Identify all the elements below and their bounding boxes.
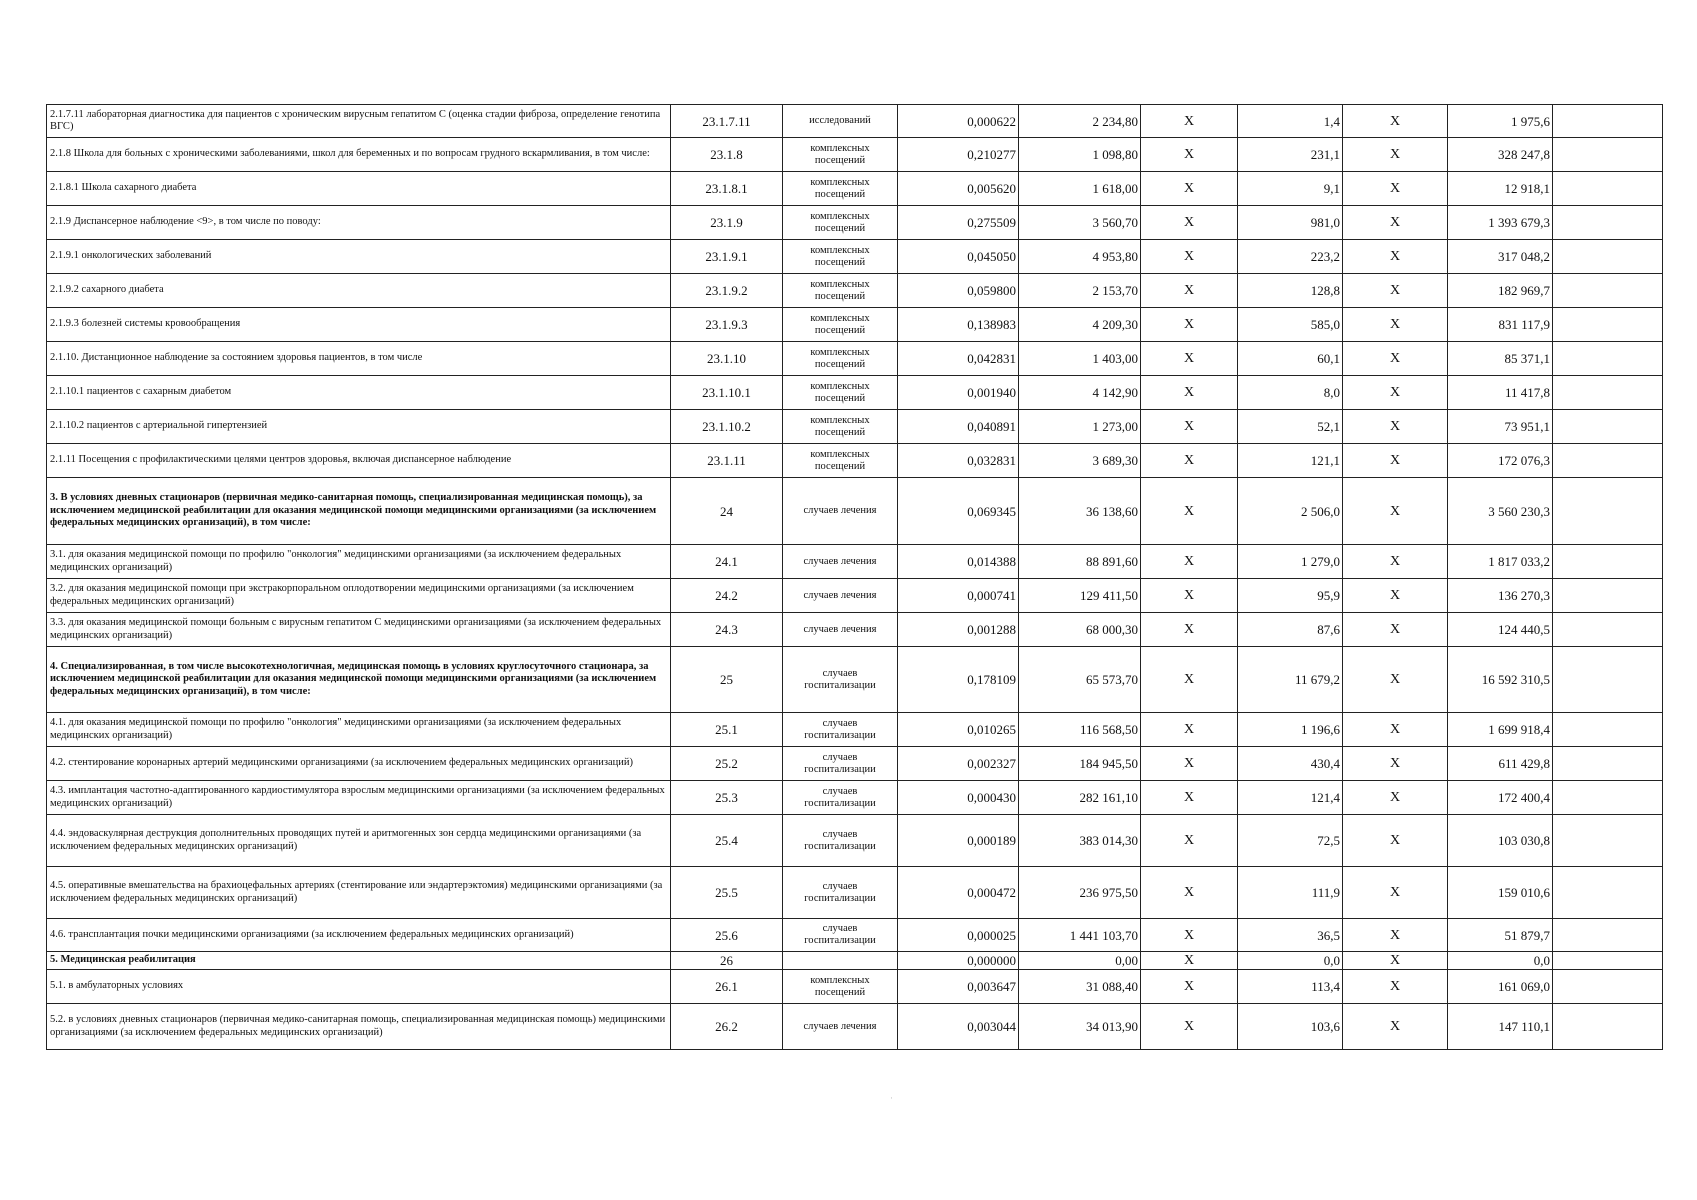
table-row bbox=[47, 444, 1663, 478]
row-unit-cell: случаев лечения bbox=[783, 579, 898, 613]
row-unit-cell: комплексных посещений bbox=[783, 342, 898, 376]
row-empty-cell bbox=[1553, 410, 1663, 444]
row-volume-cell: 121,4 bbox=[1238, 781, 1343, 815]
row-volume-cell: 1,4 bbox=[1238, 105, 1343, 138]
row-cost-cell: 129 411,50 bbox=[1019, 579, 1141, 613]
row-cost-cell: 383 014,30 bbox=[1019, 815, 1141, 867]
row-volume-cell: 95,9 bbox=[1238, 579, 1343, 613]
row-x-cell: Х bbox=[1141, 376, 1238, 410]
row-x-cell: Х bbox=[1343, 410, 1448, 444]
row-code-cell: 26.1 bbox=[671, 970, 783, 1004]
row-name-cell: 3.2. для оказания медицинской помощи при экстракорпоральном оплодотворении медицинскими организациями (за исключением федеральных медицинских организаций) bbox=[47, 579, 671, 613]
row-volume-cell: 223,2 bbox=[1238, 240, 1343, 274]
row-cost-cell: 3 560,70 bbox=[1019, 206, 1141, 240]
row-empty-cell bbox=[1553, 138, 1663, 172]
row-rate-cell: 0,045050 bbox=[898, 240, 1019, 274]
row-rate-cell: 0,042831 bbox=[898, 342, 1019, 376]
table-row bbox=[47, 815, 1663, 867]
row-volume-cell: 9,1 bbox=[1238, 172, 1343, 206]
row-rate-cell: 0,014388 bbox=[898, 545, 1019, 579]
row-cost-cell: 68 000,30 bbox=[1019, 613, 1141, 647]
row-code-cell: 23.1.9.3 bbox=[671, 308, 783, 342]
row-x-cell: Х bbox=[1343, 579, 1448, 613]
row-name-cell: 2.1.8 Школа для больных с хроническими заболеваниями, школ для беременных и по вопросам грудного вскармливания, в том числе: bbox=[47, 138, 671, 172]
row-total-cell: 161 069,0 bbox=[1448, 970, 1553, 1004]
row-empty-cell bbox=[1553, 970, 1663, 1004]
row-cost-cell: 1 273,00 bbox=[1019, 410, 1141, 444]
row-total-cell: 51 879,7 bbox=[1448, 919, 1553, 952]
row-x-cell: Х bbox=[1141, 952, 1238, 970]
row-total-cell: 328 247,8 bbox=[1448, 138, 1553, 172]
table-row bbox=[47, 138, 1663, 172]
row-x-cell: Х bbox=[1141, 138, 1238, 172]
row-cost-cell: 1 618,00 bbox=[1019, 172, 1141, 206]
row-x-cell: Х bbox=[1343, 274, 1448, 308]
row-unit-cell: случаев госпитализации bbox=[783, 919, 898, 952]
row-unit-cell: комплексных посещений bbox=[783, 970, 898, 1004]
row-rate-cell: 0,003647 bbox=[898, 970, 1019, 1004]
row-name-cell: 4.6. трансплантация почки медицинскими организациями (за исключением федеральных медицинских организаций) bbox=[47, 919, 671, 952]
row-name-cell: 5. Медицинская реабилитация bbox=[47, 952, 671, 970]
row-x-cell: Х bbox=[1141, 919, 1238, 952]
row-unit-cell: исследований bbox=[783, 105, 898, 138]
row-name-cell: 2.1.10. Дистанционное наблюдение за состоянием здоровья пациентов, в том числе bbox=[47, 342, 671, 376]
table-row bbox=[47, 376, 1663, 410]
row-cost-cell: 2 153,70 bbox=[1019, 274, 1141, 308]
row-name-cell: 4.4. эндоваскулярная деструкция дополнительных проводящих путей и аритмогенных зон сердца медицинскими организациями (за исключением федеральных медицинских организаций) bbox=[47, 815, 671, 867]
table-row bbox=[47, 919, 1663, 952]
row-rate-cell: 0,002327 bbox=[898, 747, 1019, 781]
row-volume-cell: 52,1 bbox=[1238, 410, 1343, 444]
table-row bbox=[47, 478, 1663, 545]
row-empty-cell bbox=[1553, 478, 1663, 545]
row-code-cell: 25.3 bbox=[671, 781, 783, 815]
row-code-cell: 24.3 bbox=[671, 613, 783, 647]
row-empty-cell bbox=[1553, 647, 1663, 713]
row-rate-cell: 0,040891 bbox=[898, 410, 1019, 444]
row-volume-cell: 1 279,0 bbox=[1238, 545, 1343, 579]
row-code-cell: 24.1 bbox=[671, 545, 783, 579]
row-cost-cell: 36 138,60 bbox=[1019, 478, 1141, 545]
row-x-cell: Х bbox=[1343, 613, 1448, 647]
row-code-cell: 25.1 bbox=[671, 713, 783, 747]
row-empty-cell bbox=[1553, 545, 1663, 579]
row-total-cell: 159 010,6 bbox=[1448, 867, 1553, 919]
row-total-cell: 831 117,9 bbox=[1448, 308, 1553, 342]
row-empty-cell bbox=[1553, 206, 1663, 240]
row-rate-cell: 0,138983 bbox=[898, 308, 1019, 342]
table-row bbox=[47, 952, 1663, 970]
row-x-cell: Х bbox=[1343, 647, 1448, 713]
row-x-cell: Х bbox=[1343, 308, 1448, 342]
row-rate-cell: 0,059800 bbox=[898, 274, 1019, 308]
table-row bbox=[47, 410, 1663, 444]
row-cost-cell: 4 142,90 bbox=[1019, 376, 1141, 410]
row-total-cell: 172 400,4 bbox=[1448, 781, 1553, 815]
row-total-cell: 1 699 918,4 bbox=[1448, 713, 1553, 747]
row-unit-cell: случаев лечения bbox=[783, 1004, 898, 1050]
row-x-cell: Х bbox=[1343, 478, 1448, 545]
row-x-cell: Х bbox=[1141, 410, 1238, 444]
table-row bbox=[47, 613, 1663, 647]
row-name-cell: 2.1.9.1 онкологических заболеваний bbox=[47, 240, 671, 274]
row-name-cell: 3.3. для оказания медицинской помощи больным с вирусным гепатитом С медицинскими организациями (за исключением федеральных медицинских организаций) bbox=[47, 613, 671, 647]
table-row bbox=[47, 342, 1663, 376]
table-row bbox=[47, 240, 1663, 274]
table-row bbox=[47, 274, 1663, 308]
row-unit-cell: комплексных посещений bbox=[783, 444, 898, 478]
row-volume-cell: 2 506,0 bbox=[1238, 478, 1343, 545]
row-name-cell: 4.2. стентирование коронарных артерий медицинскими организациями (за исключением федеральных медицинских организаций) bbox=[47, 747, 671, 781]
row-rate-cell: 0,000622 bbox=[898, 105, 1019, 138]
table-body bbox=[47, 105, 1663, 1050]
table-row bbox=[47, 867, 1663, 919]
row-name-cell: 2.1.10.2 пациентов с артериальной гипертензией bbox=[47, 410, 671, 444]
row-unit-cell: комплексных посещений bbox=[783, 376, 898, 410]
row-empty-cell bbox=[1553, 952, 1663, 970]
row-x-cell: Х bbox=[1141, 867, 1238, 919]
row-unit-cell bbox=[783, 952, 898, 970]
row-x-cell: Х bbox=[1343, 240, 1448, 274]
data-table bbox=[46, 104, 1663, 1050]
row-cost-cell: 3 689,30 bbox=[1019, 444, 1141, 478]
row-x-cell: Х bbox=[1343, 545, 1448, 579]
row-x-cell: Х bbox=[1343, 815, 1448, 867]
row-empty-cell bbox=[1553, 376, 1663, 410]
row-x-cell: Х bbox=[1343, 206, 1448, 240]
row-rate-cell: 0,210277 bbox=[898, 138, 1019, 172]
row-code-cell: 25 bbox=[671, 647, 783, 713]
row-x-cell: Х bbox=[1141, 444, 1238, 478]
row-rate-cell: 0,032831 bbox=[898, 444, 1019, 478]
row-unit-cell: комплексных посещений bbox=[783, 206, 898, 240]
row-x-cell: Х bbox=[1141, 579, 1238, 613]
row-x-cell: Х bbox=[1141, 240, 1238, 274]
row-rate-cell: 0,069345 bbox=[898, 478, 1019, 545]
table-row bbox=[47, 579, 1663, 613]
row-unit-cell: случаев госпитализации bbox=[783, 867, 898, 919]
row-cost-cell: 88 891,60 bbox=[1019, 545, 1141, 579]
row-name-cell: 4. Специализированная, в том числе высокотехнологичная, медицинская помощь в условиях круглосуточного стационара, за исключением медицинской реабилитации для оказания медицинской помощи медицинскими организациями (за исключением федеральных медицинских организаций), в том числе: bbox=[47, 647, 671, 713]
row-x-cell: Х bbox=[1141, 172, 1238, 206]
row-total-cell: 172 076,3 bbox=[1448, 444, 1553, 478]
row-unit-cell: комплексных посещений bbox=[783, 410, 898, 444]
row-volume-cell: 0,0 bbox=[1238, 952, 1343, 970]
row-x-cell: Х bbox=[1343, 747, 1448, 781]
row-unit-cell: случаев госпитализации bbox=[783, 713, 898, 747]
row-x-cell: Х bbox=[1141, 545, 1238, 579]
row-cost-cell: 116 568,50 bbox=[1019, 713, 1141, 747]
table-row bbox=[47, 1004, 1663, 1050]
table-row bbox=[47, 172, 1663, 206]
row-name-cell: 2.1.9 Диспансерное наблюдение <9>, в том числе по поводу: bbox=[47, 206, 671, 240]
table-row bbox=[47, 206, 1663, 240]
row-empty-cell bbox=[1553, 747, 1663, 781]
row-cost-cell: 1 098,80 bbox=[1019, 138, 1141, 172]
row-x-cell: Х bbox=[1141, 342, 1238, 376]
row-unit-cell: комплексных посещений bbox=[783, 240, 898, 274]
row-total-cell: 12 918,1 bbox=[1448, 172, 1553, 206]
row-rate-cell: 0,275509 bbox=[898, 206, 1019, 240]
row-unit-cell: случаев госпитализации bbox=[783, 647, 898, 713]
table-row bbox=[47, 647, 1663, 713]
row-x-cell: Х bbox=[1343, 376, 1448, 410]
table-row bbox=[47, 747, 1663, 781]
row-name-cell: 4.5. оперативные вмешательства на брахиоцефальных артериях (стентирование или эндартерэктомия) медицинскими организациями (за исключением федеральных медицинских организаций) bbox=[47, 867, 671, 919]
row-rate-cell: 0,000000 bbox=[898, 952, 1019, 970]
row-unit-cell: комплексных посещений bbox=[783, 172, 898, 206]
row-volume-cell: 231,1 bbox=[1238, 138, 1343, 172]
row-x-cell: Х bbox=[1343, 952, 1448, 970]
row-empty-cell bbox=[1553, 105, 1663, 138]
row-rate-cell: 0,001940 bbox=[898, 376, 1019, 410]
row-cost-cell: 236 975,50 bbox=[1019, 867, 1141, 919]
row-x-cell: Х bbox=[1141, 815, 1238, 867]
table-row bbox=[47, 970, 1663, 1004]
row-total-cell: 85 371,1 bbox=[1448, 342, 1553, 376]
row-empty-cell bbox=[1553, 444, 1663, 478]
row-x-cell: Х bbox=[1343, 919, 1448, 952]
row-code-cell: 25.2 bbox=[671, 747, 783, 781]
row-x-cell: Х bbox=[1343, 1004, 1448, 1050]
row-x-cell: Х bbox=[1343, 105, 1448, 138]
row-cost-cell: 1 403,00 bbox=[1019, 342, 1141, 376]
row-x-cell: Х bbox=[1141, 206, 1238, 240]
row-total-cell: 611 429,8 bbox=[1448, 747, 1553, 781]
row-name-cell: 3. В условиях дневных стационаров (первичная медико-санитарная помощь, специализированная медицинская помощь), за исключением медицинской реабилитации для оказания медицинской помощи медицинскими организациями (за исключением федеральных медицинских организаций), в том числе: bbox=[47, 478, 671, 545]
row-rate-cell: 0,000472 bbox=[898, 867, 1019, 919]
row-cost-cell: 4 953,80 bbox=[1019, 240, 1141, 274]
row-total-cell: 11 417,8 bbox=[1448, 376, 1553, 410]
row-empty-cell bbox=[1553, 240, 1663, 274]
row-x-cell: Х bbox=[1343, 444, 1448, 478]
row-volume-cell: 113,4 bbox=[1238, 970, 1343, 1004]
document-sheet bbox=[46, 104, 1662, 1050]
row-x-cell: Х bbox=[1141, 970, 1238, 1004]
row-name-cell: 3.1. для оказания медицинской помощи по профилю "онкология" медицинскими организациями (за исключением федеральных медицинских организаций) bbox=[47, 545, 671, 579]
row-cost-cell: 4 209,30 bbox=[1019, 308, 1141, 342]
row-rate-cell: 0,001288 bbox=[898, 613, 1019, 647]
row-name-cell: 2.1.10.1 пациентов с сахарным диабетом bbox=[47, 376, 671, 410]
row-cost-cell: 282 161,10 bbox=[1019, 781, 1141, 815]
row-name-cell: 2.1.11 Посещения с профилактическими целями центров здоровья, включая диспансерное наблюдение bbox=[47, 444, 671, 478]
row-rate-cell: 0,178109 bbox=[898, 647, 1019, 713]
row-total-cell: 16 592 310,5 bbox=[1448, 647, 1553, 713]
row-total-cell: 103 030,8 bbox=[1448, 815, 1553, 867]
row-total-cell: 0,0 bbox=[1448, 952, 1553, 970]
row-x-cell: Х bbox=[1343, 138, 1448, 172]
row-x-cell: Х bbox=[1141, 781, 1238, 815]
row-volume-cell: 87,6 bbox=[1238, 613, 1343, 647]
row-unit-cell: комплексных посещений bbox=[783, 138, 898, 172]
row-total-cell: 317 048,2 bbox=[1448, 240, 1553, 274]
row-cost-cell: 2 234,80 bbox=[1019, 105, 1141, 138]
row-x-cell: Х bbox=[1141, 1004, 1238, 1050]
row-code-cell: 25.6 bbox=[671, 919, 783, 952]
row-cost-cell: 65 573,70 bbox=[1019, 647, 1141, 713]
row-cost-cell: 31 088,40 bbox=[1019, 970, 1141, 1004]
row-volume-cell: 128,8 bbox=[1238, 274, 1343, 308]
row-unit-cell: случаев лечения bbox=[783, 613, 898, 647]
row-name-cell: 2.1.9.2 сахарного диабета bbox=[47, 274, 671, 308]
row-volume-cell: 8,0 bbox=[1238, 376, 1343, 410]
row-code-cell: 23.1.8.1 bbox=[671, 172, 783, 206]
row-rate-cell: 0,000189 bbox=[898, 815, 1019, 867]
row-cost-cell: 0,00 bbox=[1019, 952, 1141, 970]
row-unit-cell: комплексных посещений bbox=[783, 308, 898, 342]
row-x-cell: Х bbox=[1141, 747, 1238, 781]
row-rate-cell: 0,010265 bbox=[898, 713, 1019, 747]
row-code-cell: 23.1.9.2 bbox=[671, 274, 783, 308]
row-empty-cell bbox=[1553, 274, 1663, 308]
row-rate-cell: 0,005620 bbox=[898, 172, 1019, 206]
row-code-cell: 24.2 bbox=[671, 579, 783, 613]
row-total-cell: 1 975,6 bbox=[1448, 105, 1553, 138]
row-x-cell: Х bbox=[1343, 172, 1448, 206]
row-x-cell: Х bbox=[1141, 478, 1238, 545]
row-total-cell: 182 969,7 bbox=[1448, 274, 1553, 308]
row-empty-cell bbox=[1553, 613, 1663, 647]
row-code-cell: 23.1.7.11 bbox=[671, 105, 783, 138]
row-unit-cell: случаев лечения bbox=[783, 478, 898, 545]
row-x-cell: Х bbox=[1343, 342, 1448, 376]
row-code-cell: 25.4 bbox=[671, 815, 783, 867]
row-empty-cell bbox=[1553, 172, 1663, 206]
row-unit-cell: случаев госпитализации bbox=[783, 781, 898, 815]
row-unit-cell: случаев госпитализации bbox=[783, 747, 898, 781]
row-cost-cell: 34 013,90 bbox=[1019, 1004, 1141, 1050]
row-rate-cell: 0,000741 bbox=[898, 579, 1019, 613]
row-name-cell: 4.1. для оказания медицинской помощи по профилю "онкология" медицинскими организациями (за исключением федеральных медицинских организаций) bbox=[47, 713, 671, 747]
row-cost-cell: 184 945,50 bbox=[1019, 747, 1141, 781]
row-volume-cell: 60,1 bbox=[1238, 342, 1343, 376]
row-x-cell: Х bbox=[1343, 970, 1448, 1004]
row-empty-cell bbox=[1553, 1004, 1663, 1050]
row-code-cell: 23.1.9 bbox=[671, 206, 783, 240]
row-empty-cell bbox=[1553, 781, 1663, 815]
row-volume-cell: 11 679,2 bbox=[1238, 647, 1343, 713]
row-volume-cell: 72,5 bbox=[1238, 815, 1343, 867]
row-rate-cell: 0,000430 bbox=[898, 781, 1019, 815]
row-volume-cell: 36,5 bbox=[1238, 919, 1343, 952]
row-cost-cell: 1 441 103,70 bbox=[1019, 919, 1141, 952]
row-volume-cell: 981,0 bbox=[1238, 206, 1343, 240]
row-total-cell: 124 440,5 bbox=[1448, 613, 1553, 647]
row-x-cell: Х bbox=[1141, 647, 1238, 713]
table-row bbox=[47, 713, 1663, 747]
row-total-cell: 1 393 679,3 bbox=[1448, 206, 1553, 240]
row-empty-cell bbox=[1553, 867, 1663, 919]
row-code-cell: 23.1.10.2 bbox=[671, 410, 783, 444]
row-code-cell: 23.1.10 bbox=[671, 342, 783, 376]
row-empty-cell bbox=[1553, 342, 1663, 376]
row-x-cell: Х bbox=[1343, 713, 1448, 747]
row-code-cell: 24 bbox=[671, 478, 783, 545]
row-total-cell: 1 817 033,2 bbox=[1448, 545, 1553, 579]
row-rate-cell: 0,000025 bbox=[898, 919, 1019, 952]
row-empty-cell bbox=[1553, 579, 1663, 613]
page-speck: · bbox=[890, 1093, 893, 1103]
row-unit-cell: случаев лечения bbox=[783, 545, 898, 579]
table-row bbox=[47, 781, 1663, 815]
row-volume-cell: 430,4 bbox=[1238, 747, 1343, 781]
row-x-cell: Х bbox=[1141, 713, 1238, 747]
row-volume-cell: 585,0 bbox=[1238, 308, 1343, 342]
row-x-cell: Х bbox=[1141, 274, 1238, 308]
row-rate-cell: 0,003044 bbox=[898, 1004, 1019, 1050]
table-row bbox=[47, 545, 1663, 579]
row-empty-cell bbox=[1553, 713, 1663, 747]
row-unit-cell: случаев госпитализации bbox=[783, 815, 898, 867]
row-empty-cell bbox=[1553, 815, 1663, 867]
row-code-cell: 23.1.11 bbox=[671, 444, 783, 478]
row-x-cell: Х bbox=[1343, 867, 1448, 919]
row-total-cell: 73 951,1 bbox=[1448, 410, 1553, 444]
row-code-cell: 25.5 bbox=[671, 867, 783, 919]
row-x-cell: Х bbox=[1343, 781, 1448, 815]
row-name-cell: 5.2. в условиях дневных стационаров (первичная медико-санитарная помощь, специализированная медицинская помощь) медицинскими организациями (за исключением федеральных медицинских организаций) bbox=[47, 1004, 671, 1050]
row-name-cell: 2.1.9.3 болезней системы кровообращения bbox=[47, 308, 671, 342]
row-empty-cell bbox=[1553, 919, 1663, 952]
row-total-cell: 136 270,3 bbox=[1448, 579, 1553, 613]
row-volume-cell: 121,1 bbox=[1238, 444, 1343, 478]
row-code-cell: 26.2 bbox=[671, 1004, 783, 1050]
row-total-cell: 3 560 230,3 bbox=[1448, 478, 1553, 545]
row-volume-cell: 103,6 bbox=[1238, 1004, 1343, 1050]
table-row bbox=[47, 308, 1663, 342]
row-x-cell: Х bbox=[1141, 308, 1238, 342]
table-row bbox=[47, 105, 1663, 138]
row-volume-cell: 111,9 bbox=[1238, 867, 1343, 919]
row-unit-cell: комплексных посещений bbox=[783, 274, 898, 308]
row-volume-cell: 1 196,6 bbox=[1238, 713, 1343, 747]
row-x-cell: Х bbox=[1141, 105, 1238, 138]
row-name-cell: 5.1. в амбулаторных условиях bbox=[47, 970, 671, 1004]
row-code-cell: 26 bbox=[671, 952, 783, 970]
row-empty-cell bbox=[1553, 308, 1663, 342]
row-code-cell: 23.1.9.1 bbox=[671, 240, 783, 274]
row-name-cell: 4.3. имплантация частотно-адаптированного кардиостимулятора взрослым медицинскими организациями (за исключением федеральных медицинских организаций) bbox=[47, 781, 671, 815]
row-total-cell: 147 110,1 bbox=[1448, 1004, 1553, 1050]
row-code-cell: 23.1.8 bbox=[671, 138, 783, 172]
row-name-cell: 2.1.7.11 лабораторная диагностика для пациентов с хроническим вирусным гепатитом С (оценка стадии фиброза, определение генотипа ВГС) bbox=[47, 105, 671, 138]
row-name-cell: 2.1.8.1 Школа сахарного диабета bbox=[47, 172, 671, 206]
row-code-cell: 23.1.10.1 bbox=[671, 376, 783, 410]
row-x-cell: Х bbox=[1141, 613, 1238, 647]
